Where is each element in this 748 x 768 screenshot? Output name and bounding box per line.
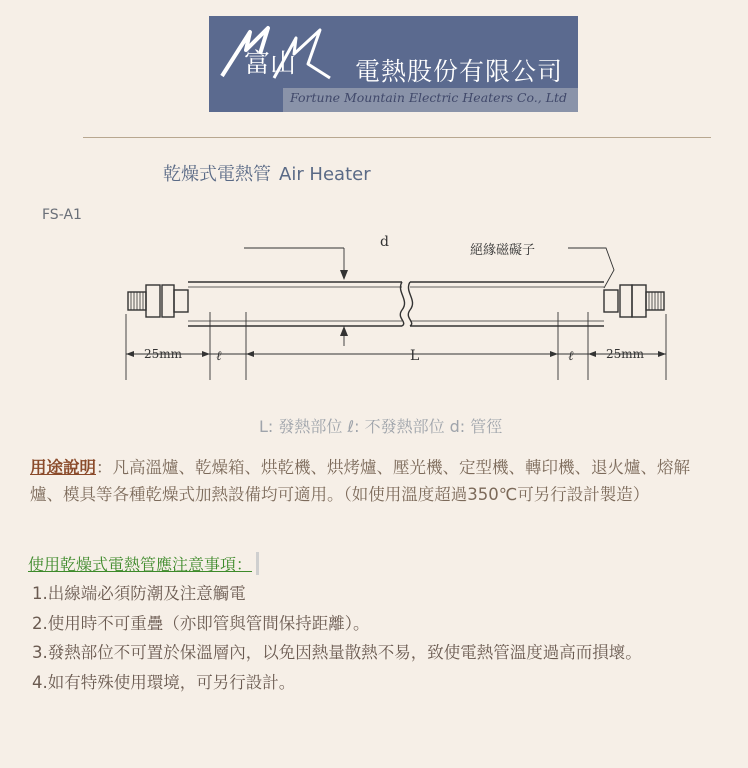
diagram-label-25mm-right: 25mm bbox=[606, 347, 645, 361]
diagram-label-d: d bbox=[380, 234, 389, 250]
diagram-label-l-right: ℓ bbox=[568, 349, 574, 364]
diagram-label-insulator: 絕緣磁礙子 bbox=[470, 243, 536, 258]
list-item: 4.如有特殊使用環境，可另行設計。 bbox=[32, 672, 296, 692]
divider-line bbox=[83, 137, 711, 138]
left-washer bbox=[162, 285, 174, 317]
list-item: 3.發熱部位不可置於保溫層內，以免因熱量散熱不易，致使電熱管溫度過高而損壞。 bbox=[32, 643, 642, 662]
model-number: FS-A1 bbox=[42, 207, 82, 223]
product-title-en: Air Heater bbox=[279, 164, 371, 185]
right-insulator bbox=[604, 290, 618, 312]
heater-diagram bbox=[118, 230, 678, 400]
usage-text: ：凡高溫爐、乾燥箱、烘乾機、烘烤爐、壓光機、定型機、轉印機、退火爐、熔解爐、模具等各種乾燥式加熱設備均可適用。（如使用溫度超過350℃可另行設計製造） bbox=[30, 458, 690, 504]
product-title bbox=[163, 160, 371, 186]
mountain-logo-icon bbox=[216, 24, 336, 84]
diagram-label-25mm-left: 25mm bbox=[144, 347, 183, 361]
list-item: 2.使用時不可重疊（亦即管與管間保持距離）。 bbox=[32, 613, 370, 633]
left-nut bbox=[146, 285, 160, 317]
notes-title: 使用乾燥式電熱管應注意事項： bbox=[28, 552, 259, 575]
diagram-label-l-left: ℓ bbox=[216, 349, 222, 364]
right-nut bbox=[632, 285, 646, 317]
usage-description bbox=[30, 454, 720, 508]
usage-heading: 用途說明 bbox=[30, 458, 96, 477]
diagram-label-L: L bbox=[410, 348, 420, 364]
logo-brand-chars: 富山 bbox=[244, 49, 297, 79]
right-washer bbox=[620, 285, 632, 317]
notes-list bbox=[32, 580, 642, 698]
company-english-name: Fortune Mountain Electric Heaters Co., Ltd bbox=[290, 90, 568, 105]
company-name: 電熱股份有限公司 bbox=[355, 57, 564, 86]
left-insulator bbox=[174, 290, 188, 312]
list-item: 1.出線端必須防潮及注意觸電 bbox=[32, 584, 246, 603]
diagram-legend: L: 發熱部位 ℓ: 不發熱部位 d: 管徑 bbox=[259, 417, 503, 436]
product-title-zh: 乾燥式電熱管 bbox=[163, 164, 271, 185]
